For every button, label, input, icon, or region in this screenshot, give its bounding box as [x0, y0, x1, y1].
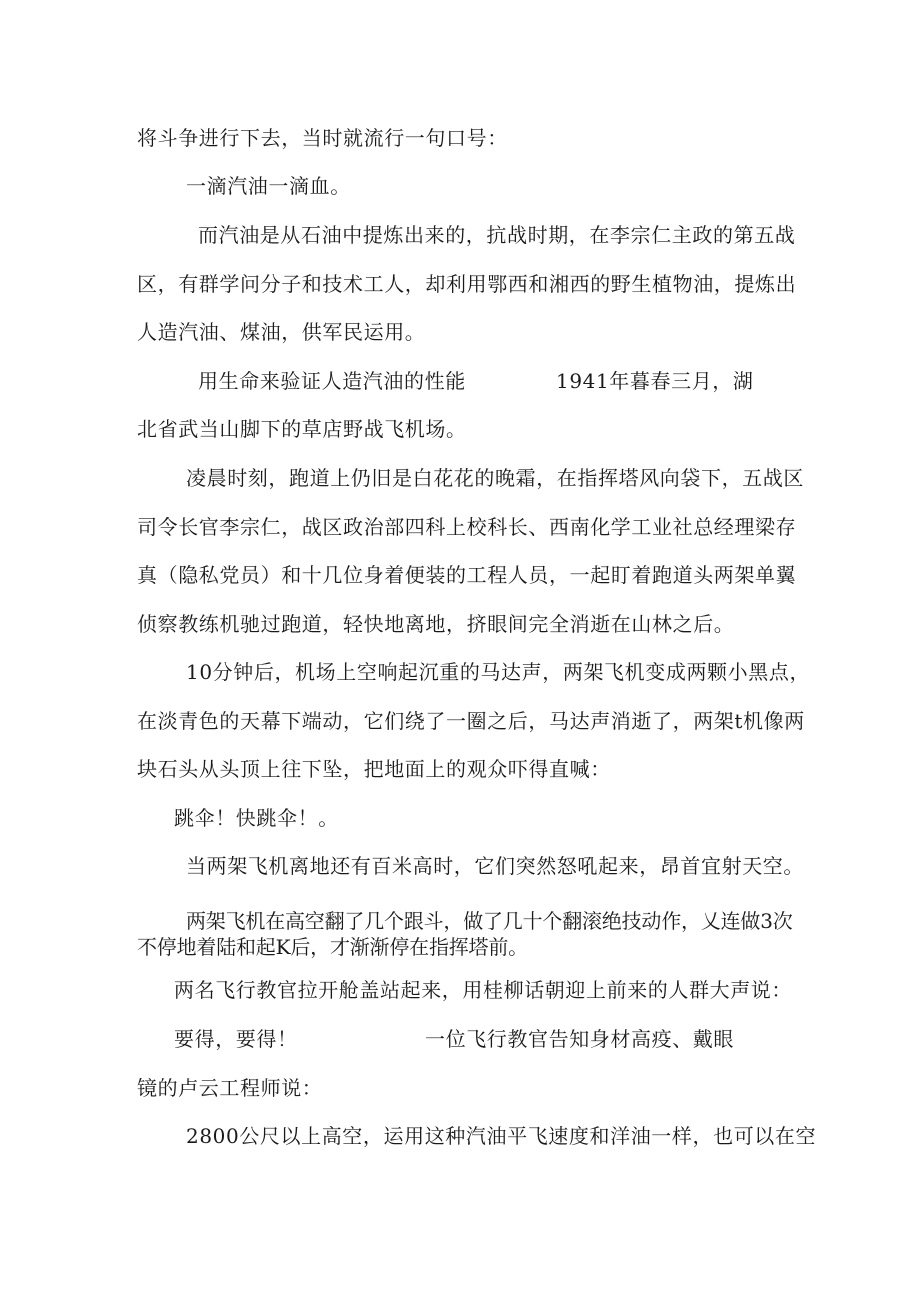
text-line: 将斗争进行下去，当时就流行一句口号：	[137, 126, 508, 150]
text-line: 镜的卢云工程师说：	[137, 1076, 323, 1100]
text-line: 在淡青色的天幕下端动，它们绕了一圈之后，马达声消逝了，两架t机像两	[137, 709, 805, 733]
text-line: 人造汽油、煤油，供军民运用。	[137, 320, 426, 344]
text-line: 两名飞行教官拉开舱盖站起来，用桂柳话朝迎上前来的人群大声说：	[174, 978, 792, 1002]
text-line: 要得，要得！	[174, 1027, 298, 1051]
text-line: 跳伞！快跳伞！。	[174, 806, 339, 830]
text-line: 而汽油是从石油中提炼出来的，抗战时期，在李宗仁主政的第五战	[198, 223, 796, 247]
text-line: 一位飞行教官告知身材高疫、戴眼	[425, 1027, 734, 1051]
text-line: 10分钟后，机场上空响起沉重的马达声，两架飞机变成两颗小黑点，	[186, 660, 811, 684]
text-line: 区，有群学问分子和技术工人，却利用鄂西和湘西的野生植物油，提炼出	[137, 272, 797, 296]
text-line: 北省武当山脚下的草店野战飞机场。	[137, 417, 467, 441]
text-line: 块石头从头顶上往下坠，把地面上的观众吓得直喊：	[137, 757, 611, 781]
text-line: 当两架飞机离地还有百米高时，它们突然怒吼起来，昂首宜射天空。	[186, 854, 804, 878]
text-line: 凌晨时刻，跑道上仍旧是白花花的晚霜，在指挥塔风向袋下，五战区	[186, 466, 804, 490]
text-line: 侦察教练机驰过跑道，轻快地离地，挤眼间完全消逝在山林之后。	[137, 612, 735, 636]
text-line: 一滴汽油一滴血。	[186, 174, 351, 198]
text-line: 真（隐私党员）和十几位身着便装的工程人员，一起盯着跑道头两架单翼	[137, 563, 797, 587]
text-line: 司令长官李宗仁，战区政治部四科上校科长、西南化学工业社总经理梁存	[137, 515, 797, 539]
text-line: 两架飞机在高空翻了几个跟斗，做了几十个翻滚绝技动作，乂连做3次	[186, 909, 793, 933]
text-line: 用生命来验证人造汽油的性能	[198, 369, 466, 393]
text-line: 不停地着陆和起K后，才渐渐停在指挥塔前。	[137, 935, 528, 959]
text-line: 2800公尺以上高空，运用这种汽油平飞速度和洋油一样，也可以在空	[186, 1124, 817, 1148]
text-line: 1941年暮春三月，湖	[556, 369, 754, 393]
